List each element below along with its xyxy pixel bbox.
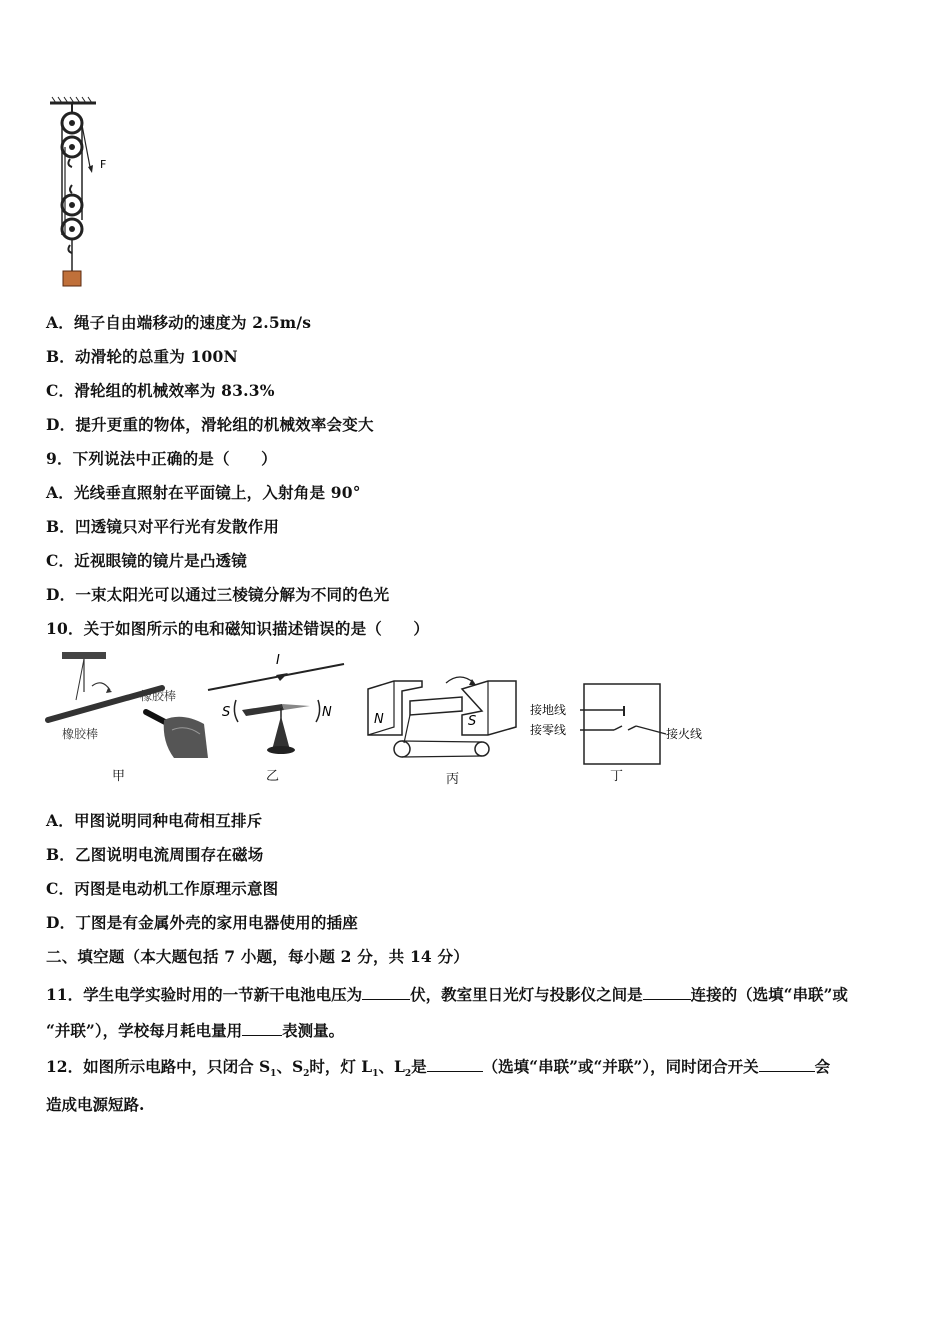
q10-option-b: B．乙图说明电流周围存在磁场 — [46, 845, 264, 864]
ding-caption: 丁 — [610, 769, 624, 784]
q9-option-d: D．一束太阳光可以通过三棱镜分解为不同的色光 — [46, 585, 390, 604]
q10-option-d: D．丁图是有金属外壳的家用电器使用的插座 — [46, 913, 358, 932]
q10-stem: 10．关于如图所示的电和磁知识描述错误的是（ ） — [46, 619, 430, 638]
jia-caption: 甲 — [112, 769, 126, 784]
q10-option-a: A．甲图说明同种电荷相互排斥 — [46, 811, 263, 830]
q11-line1: 11．学生电学实验时用的一节新干电池电压为 伏，教室里日光灯与投影仪之间是 连接的（选填“串联”或 — [46, 985, 848, 1004]
q9-option-c: C．近视眼镜的镜片是凸透镜 — [46, 551, 247, 570]
yi-current: I — [276, 653, 280, 668]
figure-bing — [362, 665, 522, 765]
figure-jia — [44, 650, 214, 762]
jia-label-top: 橡胶棒 — [140, 689, 177, 703]
q12-line1: 12．如图所示电路中，只闭合 $S_1$、$S_2$时，灯 $L_1$、$L_2$是 （选填“串联”或“并联”），同时闭合开关 会 — [46, 1057, 831, 1080]
q10-option-c: C．丙图是电动机工作原理示意图 — [46, 879, 279, 898]
q9-option-b: B．凹透镜只对平行光有发散作用 — [46, 517, 280, 536]
q8-option-c: C．滑轮组的机械效率为 83.3% — [46, 381, 275, 400]
bing-south: S — [468, 714, 477, 729]
yi-north: N — [322, 705, 332, 720]
bing-caption: 丙 — [446, 772, 460, 787]
q11-blank-3[interactable] — [242, 1021, 282, 1036]
figure-ding — [528, 680, 718, 770]
ding-neutral: 接零线 — [530, 723, 567, 737]
yi-south: S — [222, 705, 231, 720]
q12-line2: 造成电源短路. — [46, 1095, 145, 1114]
q11-line2: “并联”），学校每月耗电量用 表测量。 — [46, 1021, 345, 1040]
force-label: F — [100, 158, 107, 171]
q8-option-d: D．提升更重的物体，滑轮组的机械效率会变大 — [46, 415, 374, 434]
q12-blank-1[interactable] — [427, 1057, 483, 1072]
ding-ground: 接地线 — [530, 703, 567, 717]
bing-north: N — [374, 712, 384, 727]
q8-option-a: A．绳子自由端移动的速度为 2.5m/s — [46, 313, 312, 332]
q9-stem: 9．下列说法中正确的是（ ） — [46, 449, 277, 468]
q11-blank-2[interactable] — [643, 985, 691, 1000]
figure-yi — [206, 648, 351, 760]
q8-option-b: B．动滑轮的总重为 100N — [46, 347, 238, 366]
q12-blank-2[interactable] — [759, 1057, 815, 1072]
yi-caption: 乙 — [266, 769, 280, 784]
pulley-figure — [40, 95, 130, 290]
ding-live: 接火线 — [666, 727, 703, 741]
q9-option-a: A．光线垂直照射在平面镜上，入射角是 90° — [46, 483, 361, 502]
q11-blank-1[interactable] — [362, 985, 410, 1000]
section-heading: 二、填空题（本大题包括 7 小题，每小题 2 分，共 14 分） — [46, 947, 469, 966]
jia-label-bottom: 橡胶棒 — [62, 727, 99, 741]
